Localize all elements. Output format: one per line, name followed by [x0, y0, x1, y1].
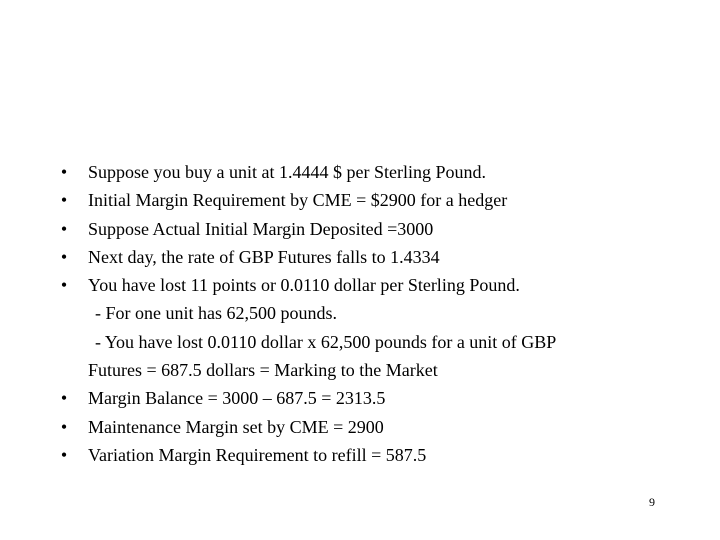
bullet-text: Margin Balance = 3000 – 687.5 = 2313.5 [88, 388, 386, 409]
sub-item-loss-calculation [58, 328, 688, 356]
bullet-marker: • [60, 444, 68, 465]
bullet-text: Suppose you buy a unit at 1.4444 $ per Sterling Pound. [88, 162, 486, 182]
bullet-item-maintenance-margin [58, 413, 688, 441]
bullet-text: Suppose Actual Initial Margin Deposited =3000 [88, 218, 434, 239]
bullet-item-buy-unit [58, 158, 688, 186]
sub-item-unit-size [58, 299, 688, 327]
bullet-marker: • [60, 275, 68, 296]
bullet-text: Maintenance Margin set by CME = 2900 [88, 416, 384, 437]
bullet-text: Variation Margin Requirement to refill = 587.5 [88, 444, 427, 465]
bullet-item-initial-margin-requirement [58, 186, 688, 214]
sub-item-text: - For one unit has 62,500 pounds. [95, 303, 337, 324]
continuation-line-marking-to-market [58, 356, 688, 384]
continuation-text: Futures = 687.5 dollars = Marking to the Market [88, 360, 438, 381]
bullet-item-actual-margin-deposited [58, 215, 688, 243]
bullet-marker: • [60, 416, 68, 437]
bullet-text: You have lost 11 points or 0.0110 dollar per Sterling Pound. [88, 275, 520, 296]
bullet-text: Next day, the rate of GBP Futures falls to 1.4334 [88, 246, 440, 267]
bullet-item-points-lost [58, 271, 688, 299]
bullet-marker: • [60, 190, 68, 211]
bullet-marker: • [60, 218, 68, 239]
bullet-item-variation-margin [58, 441, 688, 469]
bullet-item-margin-balance [58, 384, 688, 412]
slide-body-list [58, 158, 688, 469]
bullet-marker: • [60, 246, 68, 267]
bullet-marker: • [60, 388, 68, 409]
bullet-item-next-day-rate [58, 243, 688, 271]
bullet-text: Initial Margin Requirement by CME = $2900 for a hedger [88, 190, 508, 211]
sub-item-text: - You have lost 0.0110 dollar x 62,500 pounds for a unit of GBP [95, 331, 557, 352]
bullet-marker: • [60, 162, 68, 182]
page-number: 9 [649, 495, 655, 509]
